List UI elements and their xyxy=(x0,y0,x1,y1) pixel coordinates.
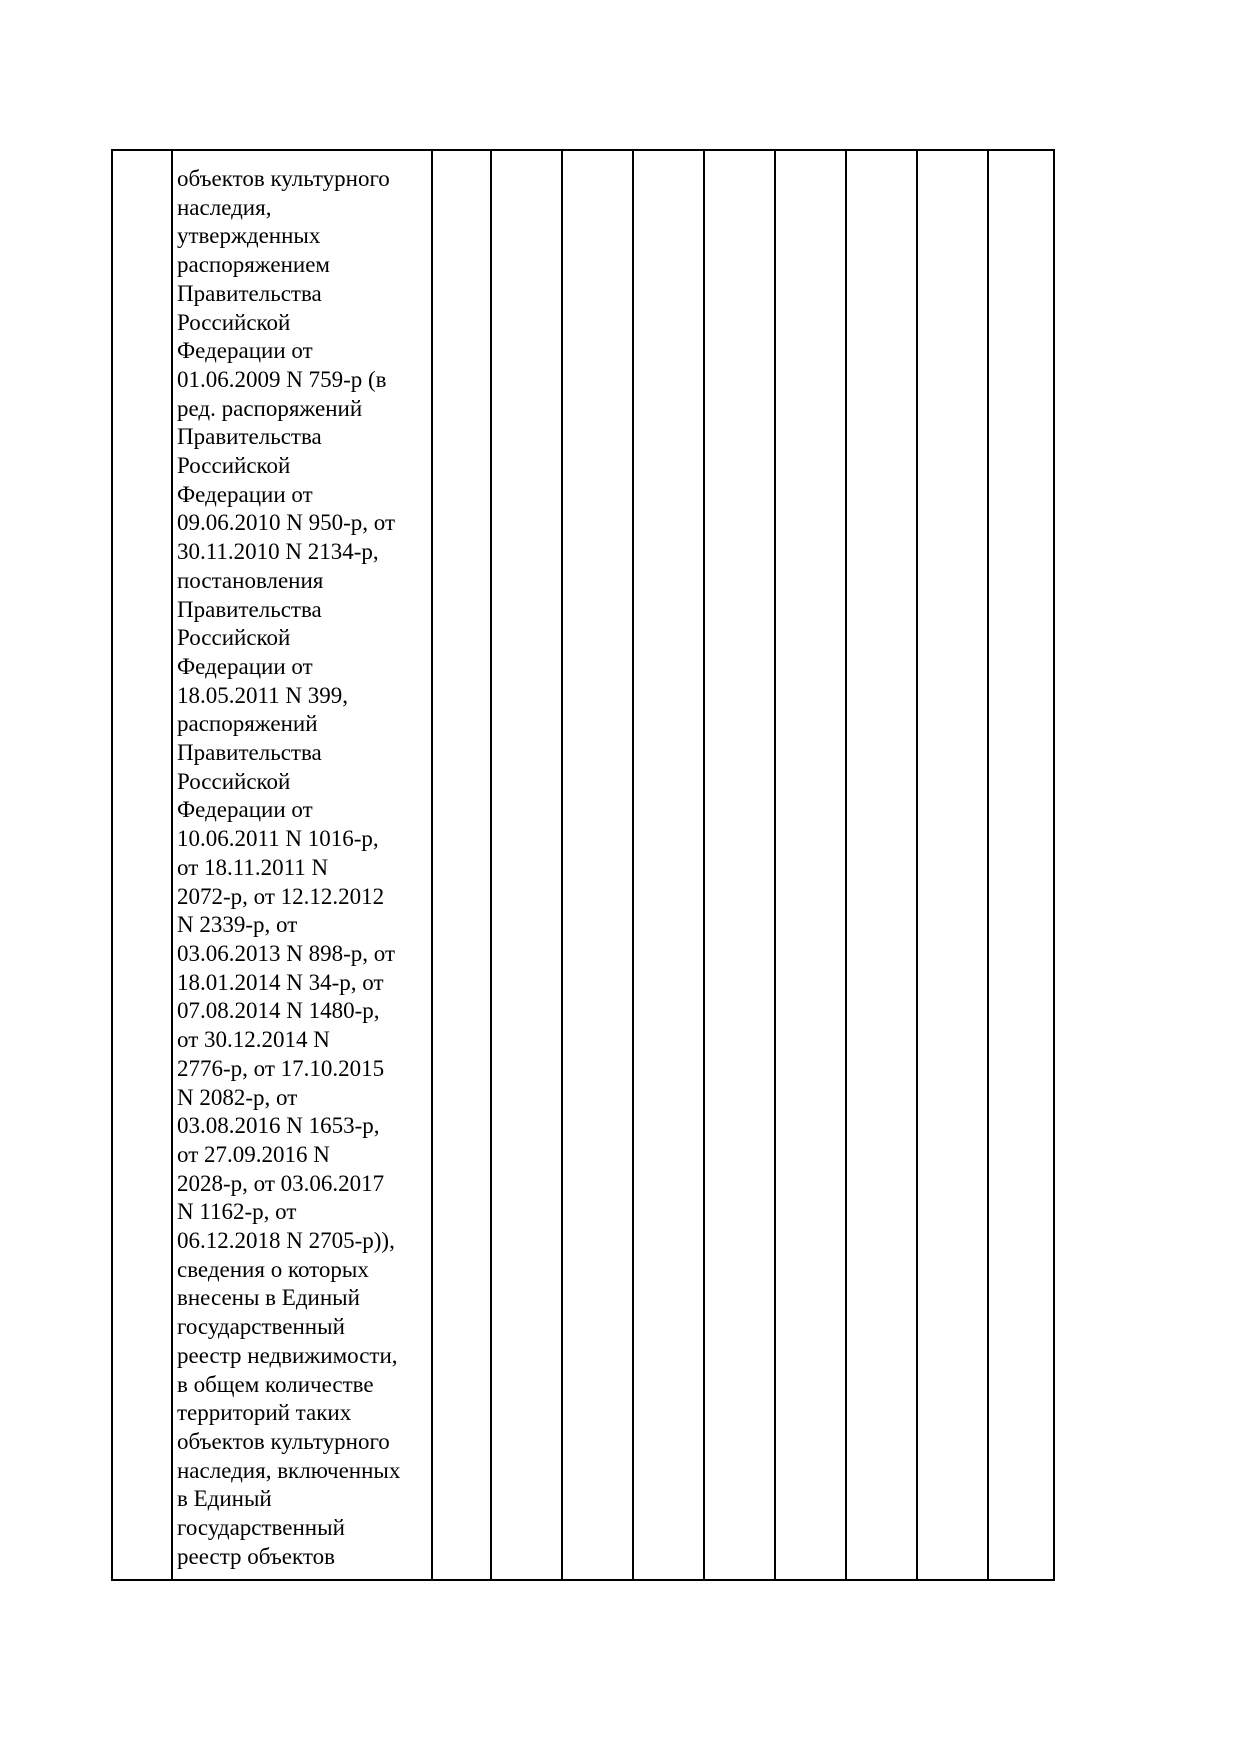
table-cell-description xyxy=(173,151,433,1579)
table-cell-value-5 xyxy=(705,151,776,1579)
data-table xyxy=(111,149,1055,1581)
cell-description-text: объектов культурного наследия, утвержденных распоряжением Правительства Российской Федерации от 01.06.2009 N 759-р (в ред. распоряжений Правительства Российской Федерации от 09.06.2010 N 950-р, от 30.11.2010 N 2134-р, постановления Правительства Российской Федерации от 18.05.2011 N 399, распоряжений Правительства Российской Федерации от 10.06.2011 N 1016-р, от 18.11.2011 N 2072-р, от 12.12.2012 N 2339-р, от 03.06.2013 N 898-р, от 18.01.2014 N 34-р, от 07.08.2014 N 1480-р, от 30.12.2014 N 2776-р, от 17.10.2015 N 2082-р, от 03.08.2016 N 1653-р, от 27.09.2016 N 2028-р, от 03.06.2017 N 1162-р, от 06.12.2018 N 2705-р)), сведения о которых внесены в Единый государственный реестр недвижимости, в общем количестве территорий таких объектов культурного наследия, включенных в Единый государственный реестр объектов xyxy=(177,166,401,1569)
table-cell-value-9 xyxy=(989,151,1053,1579)
table-cell-value-2 xyxy=(492,151,563,1579)
table-cell-number xyxy=(113,151,173,1579)
table-cell-value-4 xyxy=(634,151,705,1579)
table-cell-value-7 xyxy=(847,151,918,1579)
table-cell-value-3 xyxy=(563,151,634,1579)
table-cell-value-6 xyxy=(776,151,847,1579)
table-cell-value-8 xyxy=(918,151,989,1579)
table-cell-value-1 xyxy=(433,151,492,1579)
